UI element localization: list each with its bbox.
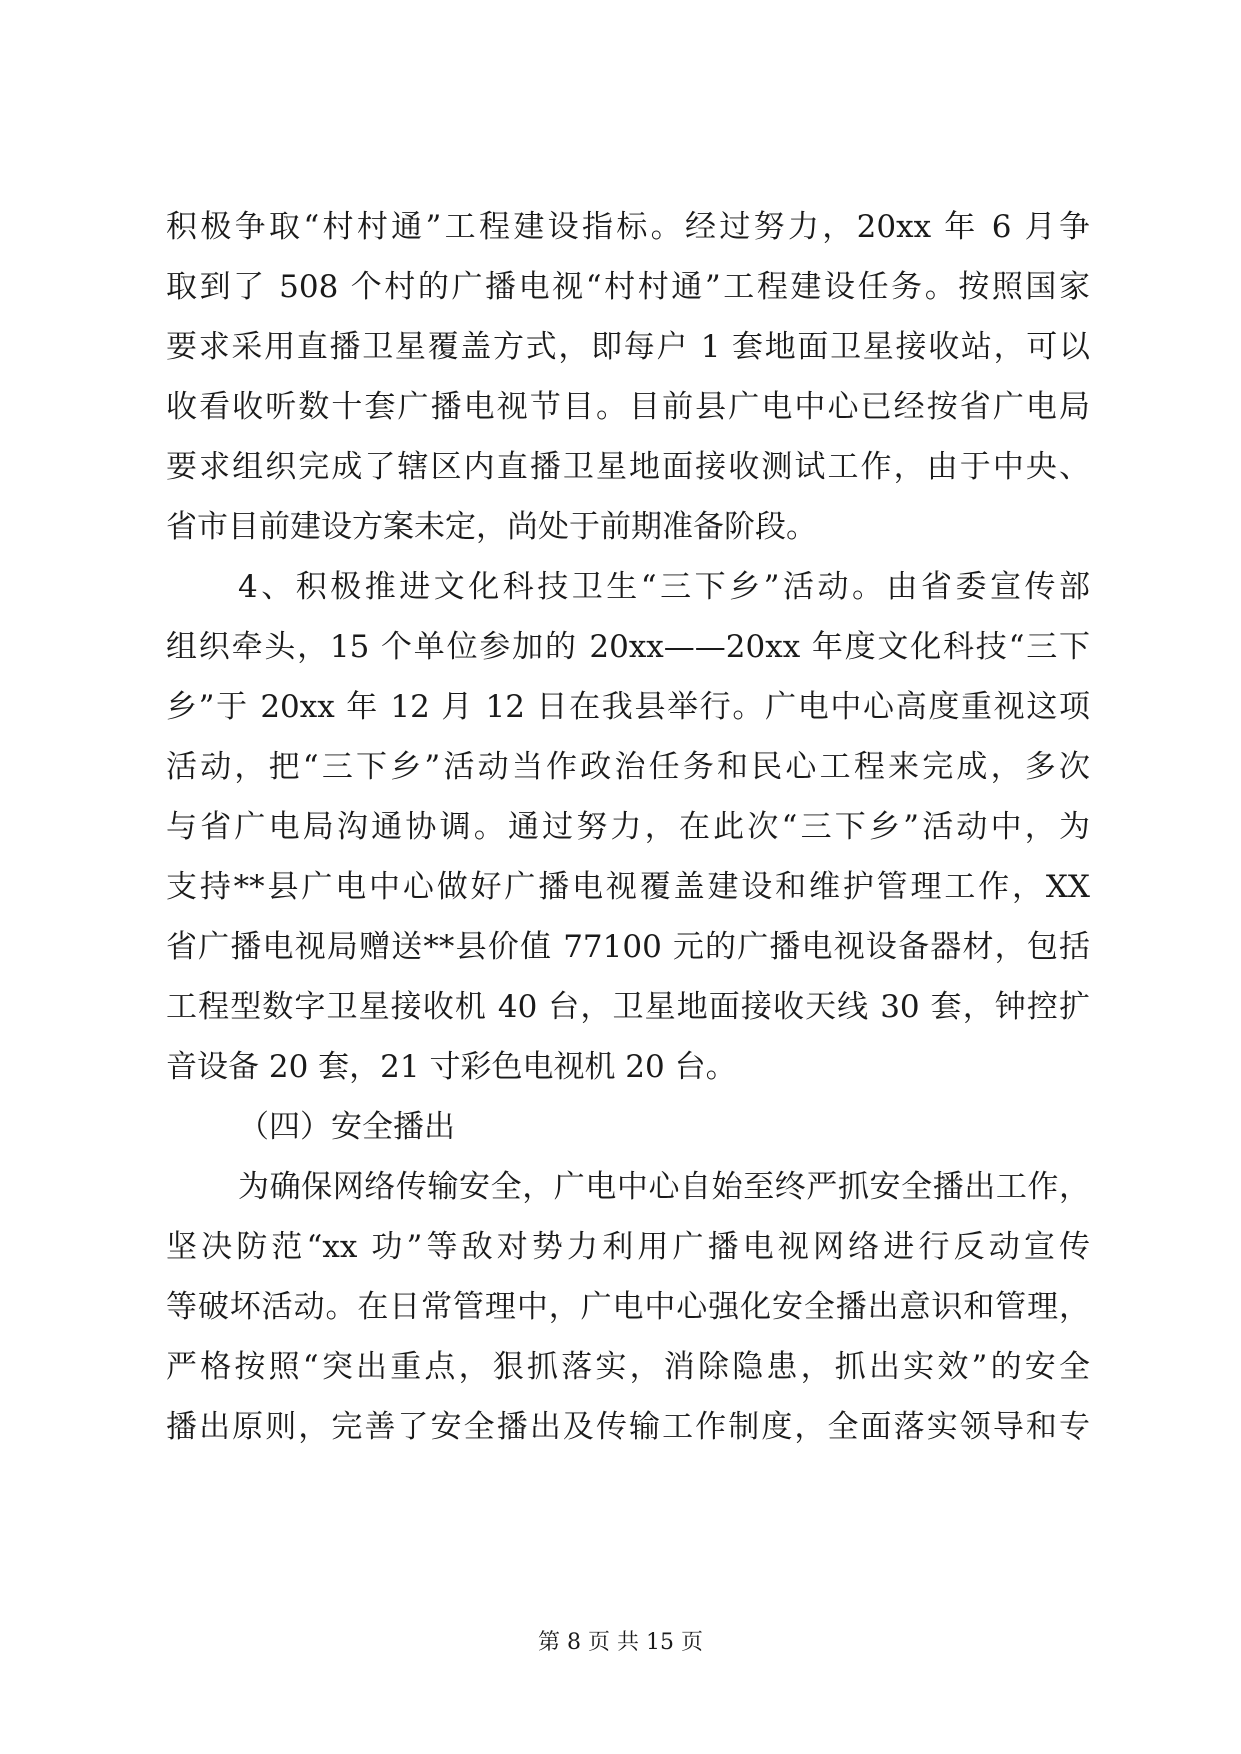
paragraph-line: 音设备 20 套，21 寸彩色电视机 20 台。 xyxy=(166,1049,737,1085)
paragraph-line: 坚决防范“xx 功”等敌对势力利用广播电视网络进行反动宣传 xyxy=(166,1229,1090,1265)
paragraph-line: 播出原则，完善了安全播出及传输工作制度，全面落实领导和专 xyxy=(166,1409,1090,1445)
paragraph-line: 要求组织完成了辖区内直播卫星地面接收测试工作，由于中央、 xyxy=(166,449,1090,485)
paragraph-line: 省市目前建设方案未定，尚处于前期准备阶段。 xyxy=(166,509,817,545)
paragraph-line: 工程型数字卫星接收机 40 台，卫星地面接收天线 30 套，钟控扩 xyxy=(166,989,1090,1025)
paragraph-line: 等破坏活动。在日常管理中，广电中心强化安全播出意识和管理， xyxy=(166,1289,1090,1325)
paragraph-line: 与省广电局沟通协调。通过努力，在此次“三下乡”活动中，为 xyxy=(166,809,1090,845)
paragraph-line: 为确保网络传输安全，广电中心自始至终严抓安全播出工作， xyxy=(238,1169,1090,1205)
paragraph-line: 积极争取“村村通”工程建设指标。经过努力，20xx 年 6 月争 xyxy=(166,209,1090,245)
paragraph-line: 省广播电视局赠送**县价值 77100 元的广播电视设备器材，包括 xyxy=(166,929,1090,965)
paragraph-line: 4、积极推进文化科技卫生“三下乡”活动。由省委宣传部 xyxy=(238,569,1090,605)
paragraph-line: 收看收听数十套广播电视节目。目前县广电中心已经按省广电局 xyxy=(166,389,1090,425)
section-heading: （四）安全播出 xyxy=(238,1109,455,1145)
paragraph-line: 取到了 508 个村的广播电视“村村通”工程建设任务。按照国家 xyxy=(166,269,1090,305)
paragraph-line: 严格按照“突出重点，狠抓落实，消除隐患，抓出实效”的安全 xyxy=(166,1349,1090,1385)
paragraph-line: 要求采用直播卫星覆盖方式，即每户 1 套地面卫星接收站，可以 xyxy=(166,329,1090,365)
paragraph-line: 支持**县广电中心做好广播电视覆盖建设和维护管理工作，XX xyxy=(166,869,1090,905)
paragraph-line: 活动，把“三下乡”活动当作政治任务和民心工程来完成，多次 xyxy=(166,749,1090,785)
paragraph-line: 组织牵头，15 个单位参加的 20xx——20xx 年度文化科技“三下 xyxy=(166,629,1090,665)
page-number-footer: 第 8 页 共 15 页 xyxy=(538,1630,703,1655)
paragraph-line: 乡”于 20xx 年 12 月 12 日在我县举行。广电中心高度重视这项 xyxy=(166,689,1090,725)
